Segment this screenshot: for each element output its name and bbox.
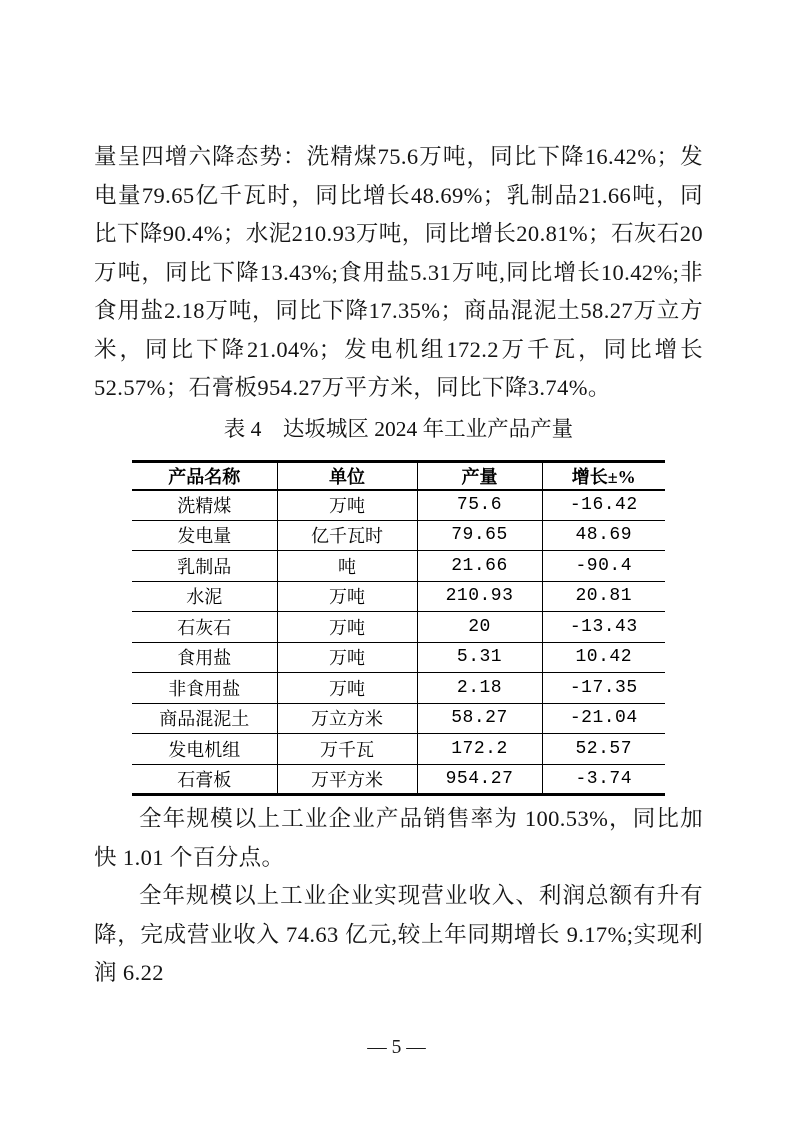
cell-unit: 吨 — [277, 551, 417, 582]
cell-unit: 万立方米 — [277, 703, 417, 734]
table-row — [132, 764, 665, 795]
cell-output: 58.27 — [417, 703, 542, 734]
cell-product-name: 石灰石 — [132, 612, 277, 643]
table-header-row — [132, 461, 665, 490]
cell-product-name: 石膏板 — [177, 769, 232, 790]
table-row — [132, 551, 665, 582]
paragraph-sales-rate: 全年规模以上工业企业产品销售率为 100.53%，同比加快 1.01 个百分点。 — [94, 806, 703, 870]
cell-product-name: 食用盐 — [132, 642, 277, 673]
cell-output: 954.27 — [417, 764, 542, 795]
cell-unit: 万平方米 — [277, 764, 417, 795]
table-row — [132, 490, 665, 521]
cell-growth: -3.74 — [542, 764, 665, 795]
cell-product-name: 水泥 — [132, 581, 277, 612]
paragraph-revenue-profit: 全年规模以上工业企业实现营业收入、利润总额有升有降，完成营业收入 74.63 亿元,较上年同期增长 9.17%;实现利润 6.22 — [94, 883, 703, 985]
cell-growth: 48.69 — [542, 520, 665, 551]
cell-output: 21.66 — [417, 551, 542, 582]
table-row — [132, 520, 665, 551]
cell-unit: 亿千瓦时 — [277, 520, 417, 551]
cell-unit: 万吨 — [277, 612, 417, 643]
column-header-growth: 增长±% — [542, 461, 665, 490]
table-row — [132, 642, 665, 673]
cell-growth: -90.4 — [542, 551, 665, 582]
cell-unit: 万吨 — [277, 642, 417, 673]
cell-unit: 万千瓦 — [277, 734, 417, 765]
cell-product-name: 商品混泥土 — [132, 703, 277, 734]
column-header-unit: 单位 — [277, 461, 417, 490]
table-row — [132, 581, 665, 612]
column-header-output: 产量 — [417, 461, 542, 490]
column-header-product-name: 产品名称 — [132, 461, 277, 490]
cell-output: 79.65 — [417, 520, 542, 551]
cell-growth: -16.42 — [542, 490, 665, 521]
cell-unit: 万吨 — [277, 673, 417, 704]
cell-growth: 10.42 — [542, 642, 665, 673]
table-row — [132, 612, 665, 643]
cell-growth: 20.81 — [542, 581, 665, 612]
table-row — [132, 734, 665, 765]
cell-growth: -21.04 — [542, 703, 665, 734]
cell-growth: -13.43 — [542, 612, 665, 643]
table-row — [132, 703, 665, 734]
page-number: — 5 — — [367, 1037, 426, 1058]
cell-output: 172.2 — [417, 734, 542, 765]
cell-product-name: 洗精煤 — [132, 490, 277, 521]
cell-output: 75.6 — [417, 490, 542, 521]
industrial-output-table — [132, 460, 665, 797]
cell-product-name: 发电量 — [132, 520, 277, 551]
table-row — [132, 673, 665, 704]
page-content — [94, 138, 703, 993]
cell-output: 20 — [417, 612, 542, 643]
cell-unit: 万吨 — [277, 490, 417, 521]
cell-product-name: 非食用盐 — [132, 673, 277, 704]
cell-output: 2.18 — [417, 673, 542, 704]
cell-output: 5.31 — [417, 642, 542, 673]
cell-product-name: 发电机组 — [132, 734, 277, 765]
cell-product-name: 乳制品 — [132, 551, 277, 582]
cell-output: 210.93 — [417, 581, 542, 612]
cell-growth: 52.57 — [542, 734, 665, 765]
cell-unit: 万吨 — [277, 581, 417, 612]
table-caption: 表 4 达坂城区 2024 年工业产品产量 — [223, 416, 574, 441]
cell-growth: -17.35 — [542, 673, 665, 704]
paragraph-industrial-products: 量呈四增六降态势：洗精煤75.6万吨，同比下降16.42%；发电量79.65亿千瓦时，同比增长48.69%；乳制品21.66吨，同比下降90.4%；水泥210.93万吨，同比增长20.81%；石灰石20万吨，同比下降13.43%;食用盐5.31万吨,同比增长10.42%;非食用盐2.18万吨，同比下降17.35%；商品混泥土58.27万立方米，同比下降21.04%；发电机组172.2万千瓦，同比增长52.57%；石膏板954.27万平方米，同比下降3.74%。 — [94, 144, 703, 400]
